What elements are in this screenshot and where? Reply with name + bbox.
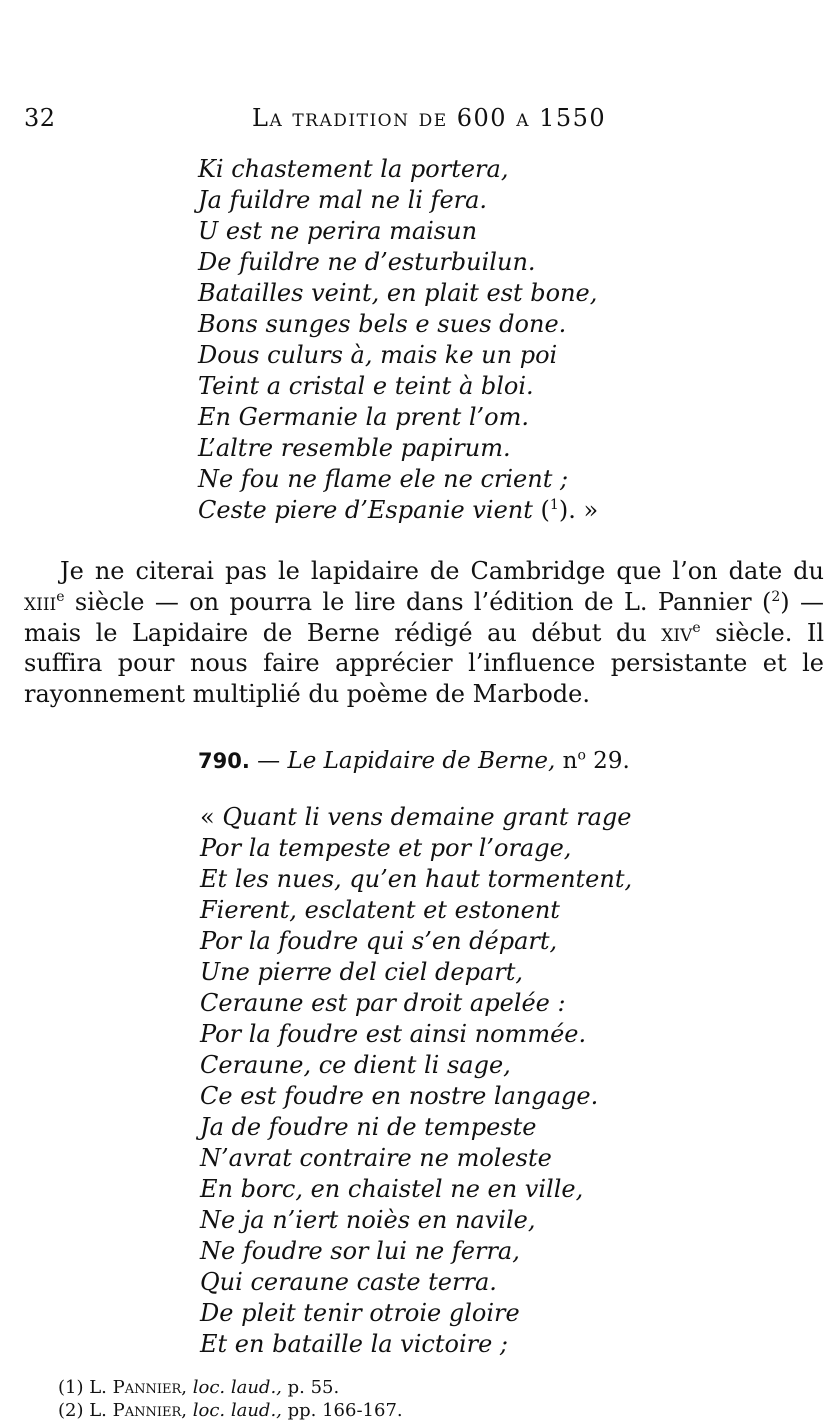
note-ref-open: ( (532, 496, 550, 524)
verse-line: Ne fou ne flame ele ne crient ; (198, 465, 569, 493)
verse-line: Fierent, esclatent et estonent (200, 896, 560, 924)
ordinal-suffix: e (56, 588, 65, 605)
verse-block-1 (198, 154, 598, 526)
running-head: La tradition de 600 a 1550 (252, 104, 607, 132)
entry-ref-number: 29. (585, 748, 630, 774)
verse-line: Ceraune est par droit apelée : (200, 989, 566, 1017)
footnote-marker: (1) (58, 1377, 90, 1398)
verse-line-first (200, 802, 632, 833)
footnote-work: loc. laud., (187, 1400, 282, 1421)
verse-line: N’avrat contraire ne moleste (200, 1144, 552, 1172)
verse-line: Ja de foudre ni de tempeste (200, 1113, 537, 1141)
paragraph-text: siècle — on pourra le lire dans l’édition de L. Pannier ( (64, 587, 772, 616)
verse-line: Dous culurs à, mais ke un poi (198, 341, 558, 369)
verse-line: U est ne perira maisun (198, 217, 478, 245)
footnote (58, 1399, 403, 1422)
note-ref-close: ). » (558, 496, 599, 524)
century-numeral: xiv (661, 618, 693, 647)
footnote-work: loc. laud., (187, 1377, 282, 1398)
verse-line: Ki chastement la portera, (198, 155, 509, 183)
entry-title: Le Lapidaire de Berne, (287, 748, 556, 774)
verse-line: Por la foudre est ainsi nommée. (200, 1020, 587, 1048)
verse-line: Qui ceraune caste terra. (200, 1268, 497, 1296)
verse-line: Ja fuildre mal ne li fera. (198, 186, 488, 214)
entry-ref-prefix: n (555, 748, 578, 774)
footnotes (58, 1376, 403, 1422)
verse-line: En Germanie la prent l’om. (198, 403, 530, 431)
entry-ref-sup: o (577, 747, 586, 764)
footnote-author: L. Pannier, (89, 1400, 187, 1421)
verse-line: Ne ja n’iert noiès en navile, (200, 1206, 536, 1234)
verse-line: Teint a cristal e teint à bloi. (198, 372, 534, 400)
verse-line: Ne foudre sor lui ne ferra, (200, 1237, 520, 1265)
verse-line: Por la foudre qui s’en départ, (200, 927, 558, 955)
verse-line-last (198, 495, 598, 526)
verse-line: Batailles veint, en plait est bone, (198, 279, 598, 307)
ordinal-suffix: e (692, 619, 701, 636)
footnote-ref-1[interactable]: 1 (549, 497, 559, 513)
open-quote: « (200, 803, 223, 831)
footnote-pages: pp. 166-167. (281, 1400, 403, 1421)
verse-line: En borc, en chaistel ne en ville, (200, 1175, 584, 1203)
verse-block-2 (200, 802, 632, 1360)
verse-line: L’altre resemble papirum. (198, 434, 511, 462)
verse-line: De pleit tenir otroie gloire (200, 1299, 520, 1327)
paragraph-text: Je ne citerai pas le lapidaire de Cambridge que l’on date du (60, 557, 824, 585)
century-numeral: xiii (24, 587, 57, 616)
body-paragraph (24, 556, 824, 710)
verse-line: Ce est foudre en nostre langage. (200, 1082, 599, 1110)
verse-line: Ceraune, ce dient li sage, (200, 1051, 511, 1079)
footnote-marker: (2) (58, 1400, 90, 1421)
footnote-ref-2[interactable]: 2 (771, 588, 781, 605)
paragraph-text: ) — mais le Lapidaire de Berne rédigé au début du (24, 587, 824, 647)
verse-line-text: Ceste piere d’Espanie vient (198, 496, 533, 524)
footnote (58, 1376, 403, 1399)
verse-line: Et en bataille la victoire ; (200, 1330, 509, 1358)
entry-heading (198, 748, 630, 774)
paragraph-text: siècle. Il suffira pour nous faire apprécier l’influence persistante et le rayonnement multiplié du poème de Marbode. (24, 618, 825, 709)
page-number: 32 (24, 104, 56, 132)
verse-line: Bons sunges bels e sues done. (198, 310, 567, 338)
verse-line-text: Quant li vens demaine grant rage (222, 803, 632, 831)
footnote-author: L. Pannier, (89, 1377, 187, 1398)
verse-line: Une pierre del ciel depart, (200, 958, 524, 986)
footnote-pages: p. 55. (281, 1377, 340, 1398)
verse-line: De fuildre ne d’esturbuilun. (198, 248, 536, 276)
entry-dash: — (249, 748, 288, 774)
entry-number: 790. (198, 749, 250, 773)
verse-line: Et les nues, qu’en haut tormentent, (200, 865, 633, 893)
verse-line: Por la tempeste et por l’orage, (200, 834, 572, 862)
